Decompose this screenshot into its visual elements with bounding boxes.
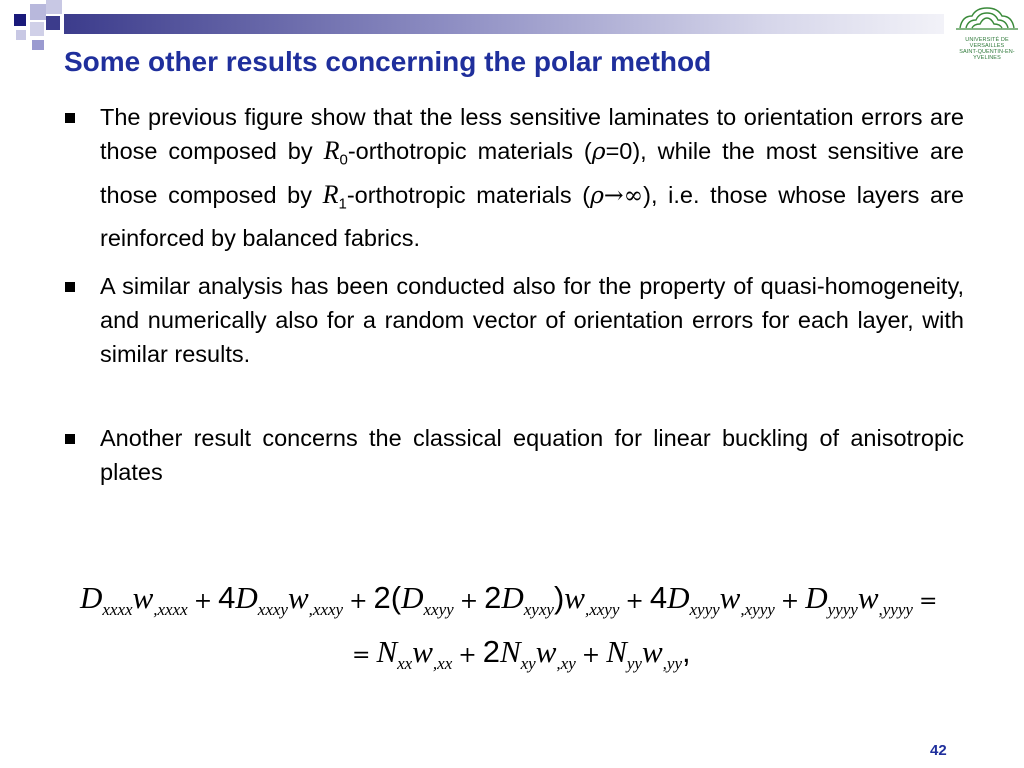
page-number: 42 xyxy=(930,742,947,759)
header-gradient-bar xyxy=(64,14,944,34)
variable-R: R xyxy=(322,179,339,209)
equation-variable: D xyxy=(401,580,424,615)
logo-text-line2: SAINT-QUENTIN-EN-YVELINES xyxy=(959,49,1015,61)
bullet-item xyxy=(62,100,964,255)
equation-operator: + xyxy=(193,589,213,614)
equation-operator: + xyxy=(349,589,368,614)
square-decoration xyxy=(46,0,62,14)
equation-subscript: xyxy xyxy=(523,600,554,620)
equation-number: , xyxy=(682,634,691,669)
equation-number: 2 xyxy=(482,634,500,669)
bullet-square-icon xyxy=(65,282,75,292)
bullet-square-icon xyxy=(65,113,75,123)
equation-variable: w xyxy=(719,580,741,615)
equation-variable: w xyxy=(857,580,879,615)
equation-variable: N xyxy=(606,634,627,669)
square-decoration xyxy=(32,40,44,50)
equation-variable: D xyxy=(80,580,103,615)
equation-subscript: xxxy xyxy=(257,600,288,620)
equation-number: 2 xyxy=(484,580,502,615)
square-decoration xyxy=(30,4,46,20)
slide-title: Some other results concerning the polar method xyxy=(64,46,712,77)
square-decoration xyxy=(30,22,44,36)
bullet-item xyxy=(62,421,964,489)
rho-symbol: ρ xyxy=(591,137,606,165)
bullet-text: A similar analysis has been conducted also for the property of quasi-homogeneity, and numerically also for a random vector of orientation errors for each layer, with similar results. xyxy=(100,273,964,368)
equation-variable: D xyxy=(235,580,258,615)
equation-subscript: ,xx xyxy=(432,654,453,674)
logo-text-line1: UNIVERSITÉ DE VERSAILLES xyxy=(965,37,1009,49)
equation-subscript: ,xyyy xyxy=(740,600,775,620)
equation-subscript: ,xxxx xyxy=(153,600,188,620)
equation-variable: N xyxy=(376,634,398,669)
equation-variable: w xyxy=(535,634,557,669)
equation-variable: D xyxy=(667,580,690,615)
equation-subscript: ,yyyy xyxy=(878,600,913,620)
equation-number: ) xyxy=(553,580,565,615)
equation-operator: = xyxy=(918,589,938,614)
equation-variable: D xyxy=(805,580,828,615)
equation-number: 4 xyxy=(218,580,236,615)
university-logo xyxy=(950,2,1024,61)
equation-variable: D xyxy=(501,580,524,615)
equation-subscript: xx xyxy=(397,654,413,674)
square-decoration xyxy=(46,16,60,30)
bullet-text: -orthotropic materials ( xyxy=(347,138,592,164)
equation-subscript: xxyy xyxy=(423,600,454,620)
subscript: 0 xyxy=(339,151,348,169)
equation-variable: w xyxy=(412,634,433,669)
bullet-text: =0), while the most sensitive are those composed by xyxy=(100,138,964,208)
equation-subscript: yyyy xyxy=(827,600,858,620)
equation-subscript: xxxx xyxy=(102,600,133,620)
logo-emblem-icon xyxy=(952,2,1022,32)
subscript: 1 xyxy=(338,195,347,213)
equation-variable: w xyxy=(641,634,663,669)
buckling-equation-line2 xyxy=(346,634,691,674)
equation-operator: + xyxy=(581,643,601,668)
equation-operator: + xyxy=(780,589,800,614)
equation-subscript: xyyy xyxy=(689,600,720,620)
equation-operator: + xyxy=(625,589,644,614)
bullet-text: The previous figure show that the less sensitive laminates to orientation errors are those composed by xyxy=(100,104,964,164)
equation-subscript: xy xyxy=(520,654,536,674)
equation-operator: = xyxy=(352,643,371,668)
equation-subscript: ,xxxy xyxy=(308,600,344,620)
square-decoration xyxy=(14,14,26,26)
equation-variable: w xyxy=(287,580,309,615)
bullet-item xyxy=(62,269,964,371)
equation-variable: N xyxy=(499,634,521,669)
equation-variable: w xyxy=(132,580,154,615)
equation-number: 4 xyxy=(649,580,668,615)
equation-operator: + xyxy=(458,643,477,668)
square-decoration xyxy=(16,30,26,40)
equation-subscript: ,xy xyxy=(556,654,576,674)
equation-subscript: ,yy xyxy=(662,654,682,674)
equation-subscript: yy xyxy=(626,654,642,674)
buckling-equation-line1 xyxy=(80,580,943,620)
rho-infinity-symbol: ρ→∞ xyxy=(590,180,644,209)
equation-variable: w xyxy=(564,580,585,615)
equation-operator: + xyxy=(459,589,479,614)
bullet-text: Another result concerns the classical equation for linear buckling of anisotropic plates xyxy=(100,425,964,486)
bullet-text: -orthotropic materials ( xyxy=(346,181,591,208)
variable-R: R xyxy=(323,136,340,165)
bullet-square-icon xyxy=(65,434,75,444)
bullet-list xyxy=(62,100,964,489)
equation-number: 2( xyxy=(373,580,402,615)
bullet-text: ), i.e. those whose layers are reinforced by balanced fabrics. xyxy=(100,181,964,252)
equation-subscript: ,xxyy xyxy=(584,600,620,620)
